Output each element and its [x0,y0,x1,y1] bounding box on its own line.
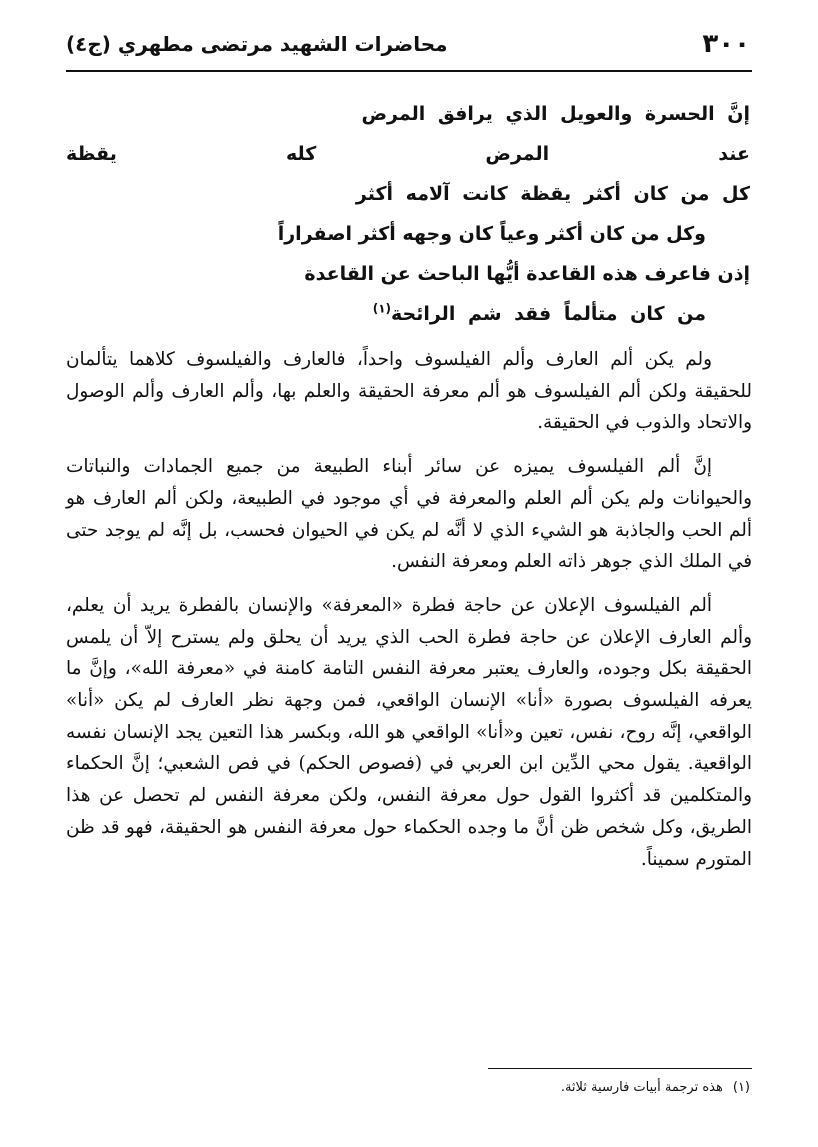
poem-block [66,94,750,334]
body-text [66,344,752,887]
paragraph: إنَّ ألم الفيلسوف يميزه عن سائر أبناء الطبيعة من جميع الجمادات والنباتات والحيوانات ولم يكن ألم العلم والمعرفة في أي موجود في الطبيعة، ولكن ألم العارف هو ألم الحب والجاذبة هو الشيء الذي لا أنَّه لم يكن في الحيوان فحسب، بل إنَّه لم يوجد حتى في الملك الذي جوهر ذاته العلم ومعرفة النفس. [66,456,752,573]
paragraph: ولم يكن ألم العارف وألم الفيلسوف واحداً، فالعارف والفيلسوف كلاهما يتألمان للحقيقة ولكن ألم الفيلسوف هو ألم معرفة الحقيقة والعلم بها، وألم العارف وألم الوصول والاتحاد والذوب في الحقيقة. [66,349,752,434]
poem-verse: إنَّ الحسرة والعويل الذي يرافق المرض [361,103,750,125]
poem-verse: وكل من كان أكثر وعياً كان وجهه أكثر اصفراراً [277,223,706,245]
footnote-reference[interactable]: (١) [372,301,391,316]
footnote-divider [488,1068,752,1069]
poem-verse-last [66,294,750,334]
poem-verse-text: من كان متألماً فقد شم الرائحة [391,303,706,325]
footnote [561,1076,750,1100]
poem-verse: عند المرض كله يقظة [66,143,750,165]
running-title: محاضرات الشهيد مرتضى مطهري (ج٤) [66,32,448,56]
paragraph: ألم الفيلسوف الإعلان عن حاجة فطرة «المعرفة» والإنسان بالفطرة يريد أن يعلم، وألم العارف الإعلان عن حاجة فطرة الحب الذي يريد أن يحلق ولم يسترح إلاّ أن يلمس الحقيقة بكل وجوده، والعارف يعتبر معرفة النفس التامة كامنة في «معرفة الله»، وإنَّ ما يعرفه الفيلسوف بصورة «أنا» الإنسان الواقعي، فمن وجهة نظر العارف لم يكن «أنا» الواقعي، إنَّه روح، نفس، تعين و«أنا» الواقعي هو الله، وبكسر هذا التعين يجد الإنسان نفسه الواقعية. يقول محي الدِّين ابن العربي في (فصوص الحكم) في فص الشعبي؛ إنَّ الحكماء والمتكلمين قد أكثروا القول حول معرفة النفس، ولكن معرفة النفس لم تحصل عن هذا الطريق، وكل شخص ظن أنَّ ما وجده الحكماء حول معرفة النفس هو الحقيقة، فهو قد ظن المتورم سميناً. [66,594,752,870]
page-number: ٣٠٠ [702,29,750,59]
header-divider [66,70,752,72]
poem-verse: كل من كان أكثر يقظة كانت آلامه أكثر [355,183,750,205]
footnote-text: هذه ترجمة أبيات فارسية ثلاثة. [560,1080,723,1095]
page-header [66,22,750,66]
footnote-marker: (١) [732,1080,750,1095]
poem-verse: إذن فاعرف هذه القاعدة أيُّها الباحث عن القاعدة [304,263,750,285]
